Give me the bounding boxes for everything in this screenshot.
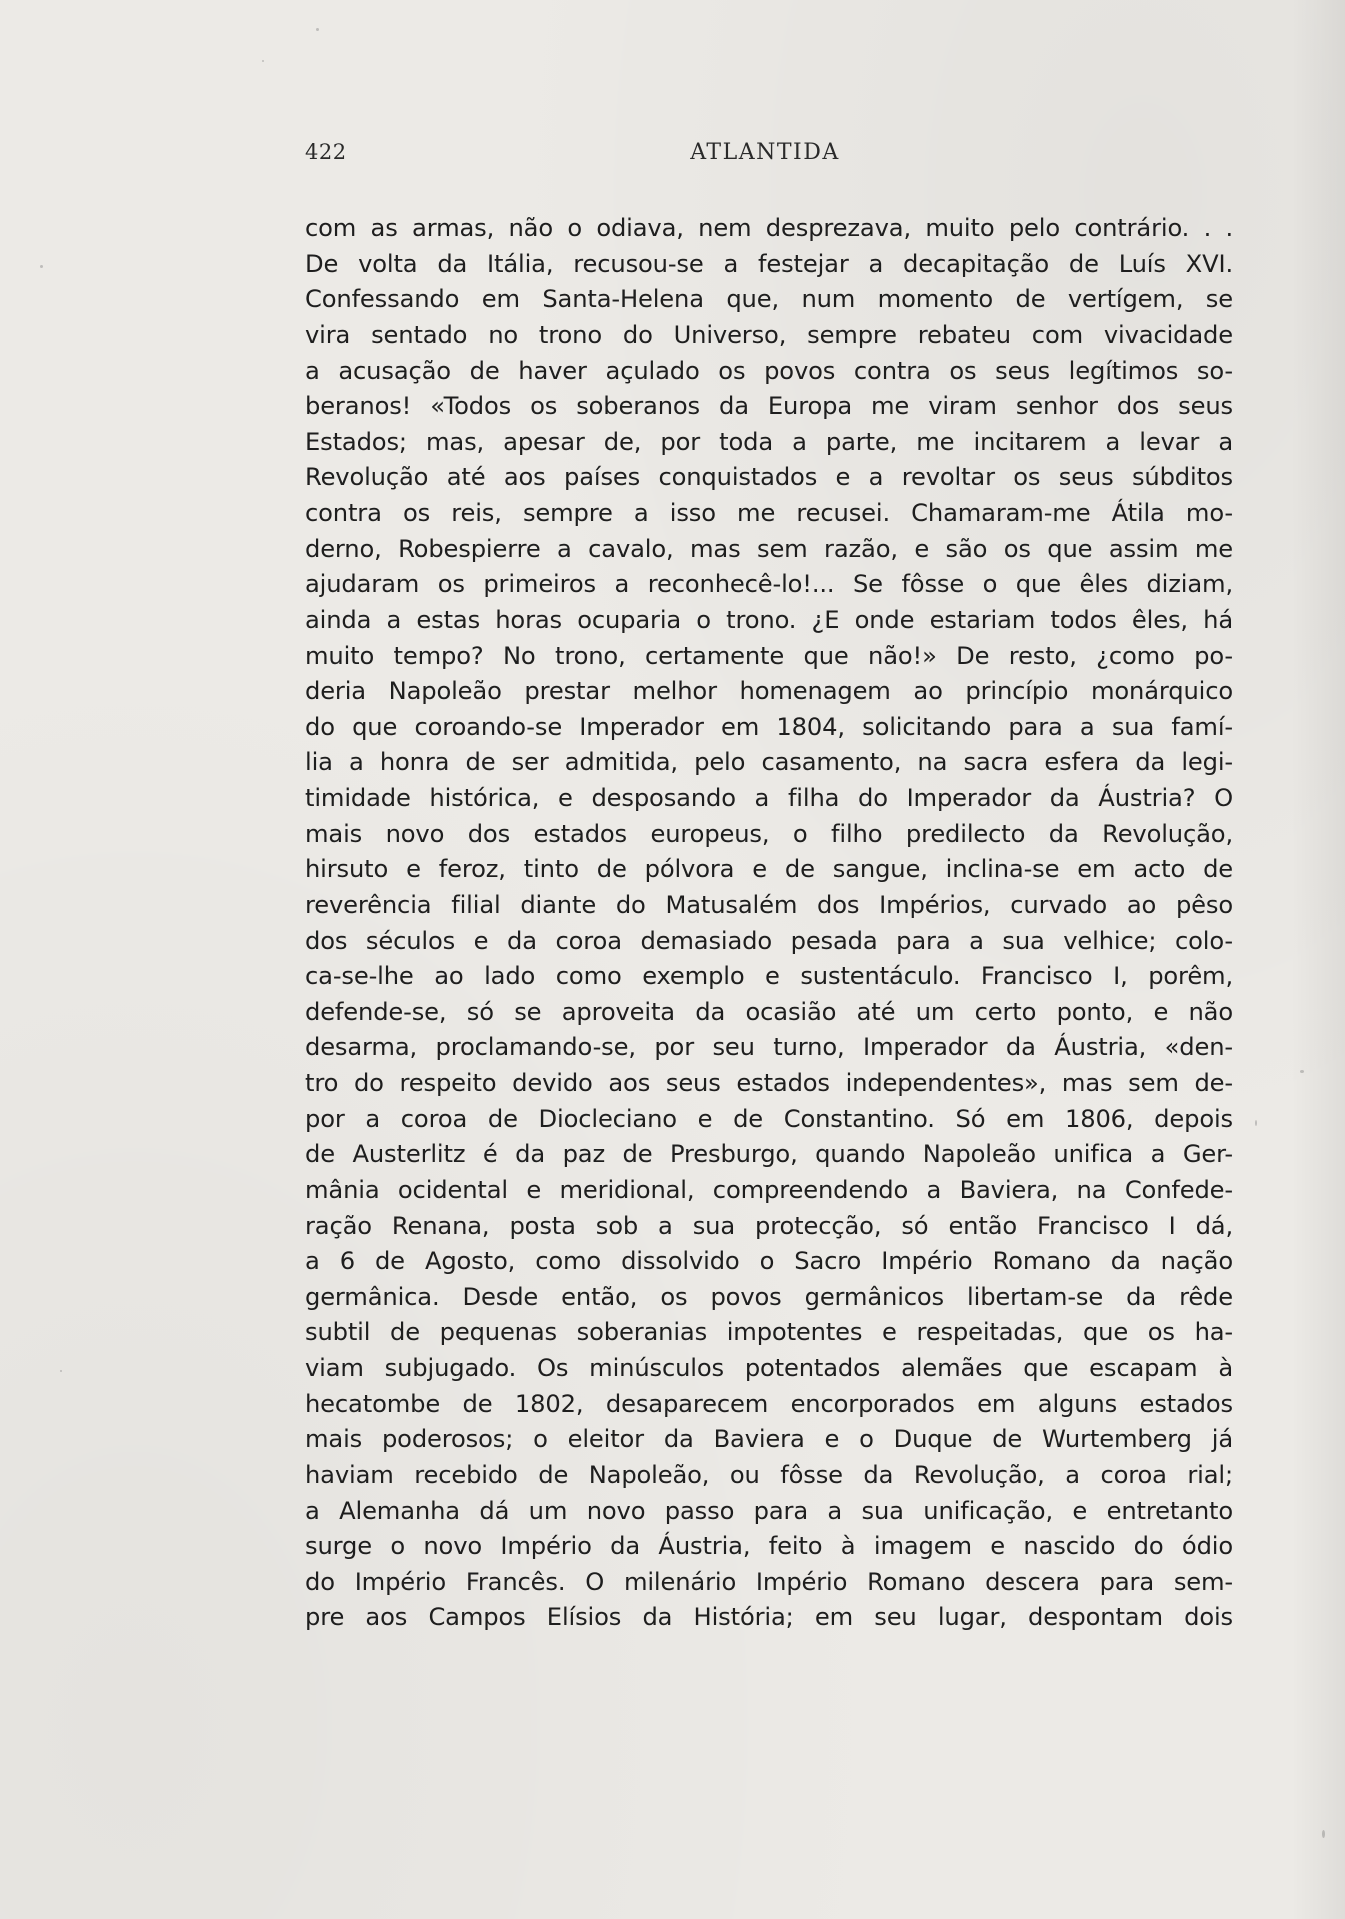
text-line: beranos! «Todos os soberanos da Europa me viram senhor dos seus — [305, 392, 1233, 421]
paper-speck — [316, 28, 319, 31]
text-line: hecatombe de 1802, desaparecem encorporados em alguns estados — [305, 1389, 1233, 1418]
text-line: ração Renana, posta sob a sua protecção, só então Francisco I dá, — [305, 1211, 1233, 1240]
text-line: com as armas, não o odiava, nem desprezava, muito pelo contrário. . . — [305, 214, 1233, 242]
paper-speck — [1255, 1120, 1257, 1126]
paper-speck — [40, 265, 43, 268]
text-line: deria Napoleão prestar melhor homenagem ao princípio monárquico — [305, 677, 1233, 706]
text-line: mânia ocidental e meridional, compreendendo a Baviera, na Confede- — [305, 1175, 1233, 1204]
text-line: do Império Francês. O milenário Império Romano descera para sem- — [305, 1567, 1233, 1596]
text-line: ainda a estas horas ocuparia o trono. ¿E onde estariam todos êles, há — [305, 605, 1233, 634]
text-line: viam subjugado. Os minúsculos potentados alemães que escapam à — [305, 1354, 1233, 1382]
text-line: surge o novo Império da Áustria, feito à imagem e nascido do ódio — [305, 1532, 1233, 1561]
text-line: timidade histórica, e desposando a filha do Imperador da Áustria? O — [305, 784, 1233, 812]
text-line: Estados; mas, apesar de, por toda a parte, me incitarem a levar a — [305, 427, 1233, 456]
page-number: 422 — [305, 140, 347, 164]
body-text — [305, 211, 1233, 1636]
text-line: tro do respeito devido aos seus estados independentes», mas sem de- — [305, 1069, 1233, 1097]
text-line: Confessando em Santa-Helena que, num momento de vertígem, se — [305, 285, 1233, 314]
text-line: hirsuto e feroz, tinto de pólvora e de sangue, inclina-se em acto de — [305, 855, 1233, 884]
text-line: de Austerlitz é da paz de Presburgo, quando Napoleão unifica a Ger- — [305, 1140, 1233, 1169]
text-line: mais novo dos estados europeus, o filho predilecto da Revolução, — [305, 819, 1233, 848]
text-line: a acusação de haver açulado os povos contra os seus legítimos so- — [305, 356, 1233, 385]
text-line: reverência filial diante do Matusalém dos Impérios, curvado ao pêso — [305, 890, 1233, 919]
text-line: derno, Robespierre a cavalo, mas sem razão, e são os que assim me — [305, 534, 1233, 563]
text-line: ca-se-lhe ao lado como exemplo e sustentáculo. Francisco I, porêm, — [305, 962, 1233, 991]
text-line: haviam recebido de Napoleão, ou fôsse da Revolução, a coroa rial; — [305, 1460, 1233, 1489]
page-header — [305, 140, 1225, 176]
text-line: muito tempo? No trono, certamente que não!» De resto, ¿como po- — [305, 641, 1233, 670]
text-line: De volta da Itália, recusou-se a festejar a decapitação de Luís XVI. — [305, 249, 1233, 278]
paper-speck — [262, 60, 264, 62]
text-line: ajudaram os primeiros a reconhecê-lo!... Se fôsse o que êles diziam, — [305, 570, 1233, 599]
text-line: mais poderosos; o eleitor da Baviera e o Duque de Wurtemberg já — [305, 1425, 1233, 1454]
text-line: defende-se, só se aproveita da ocasião até um certo ponto, e não — [305, 997, 1233, 1026]
text-line: a 6 de Agosto, como dissolvido o Sacro Império Romano da nação — [305, 1247, 1233, 1276]
paper-speck — [60, 1370, 62, 1372]
text-line: subtil de pequenas soberanias impotentes e respeitadas, que os ha- — [305, 1318, 1233, 1347]
text-line: Revolução até aos países conquistados e a revoltar os seus súbditos — [305, 463, 1233, 492]
running-title: ATLANTIDA — [690, 140, 840, 165]
text-line: por a coroa de Diocleciano e de Constantino. Só em 1806, depois — [305, 1104, 1233, 1133]
paper-speck — [1300, 1070, 1304, 1073]
text-line: dos séculos e da coroa demasiado pesada para a sua velhice; colo- — [305, 926, 1233, 955]
text-line: pre aos Campos Elísios da História; em seu lugar, despontam dois — [305, 1603, 1233, 1632]
text-line: desarma, proclamando-se, por seu turno, Imperador da Áustria, «den- — [305, 1033, 1233, 1062]
text-line: a Alemanha dá um novo passo para a sua unificação, e entretanto — [305, 1496, 1233, 1525]
text-line: lia a honra de ser admitida, pelo casamento, na sacra esfera da legi- — [305, 748, 1233, 777]
text-line: contra os reis, sempre a isso me recusei. Chamaram-me Átila mo- — [305, 499, 1233, 527]
text-line: germânica. Desde então, os povos germânicos libertam-se da rêde — [305, 1282, 1233, 1311]
text-line: do que coroando-se Imperador em 1804, solicitando para a sua famí- — [305, 712, 1233, 741]
text-line: vira sentado no trono do Universo, sempre rebateu com vivacidade — [305, 320, 1233, 349]
paper-speck — [1322, 1830, 1325, 1838]
